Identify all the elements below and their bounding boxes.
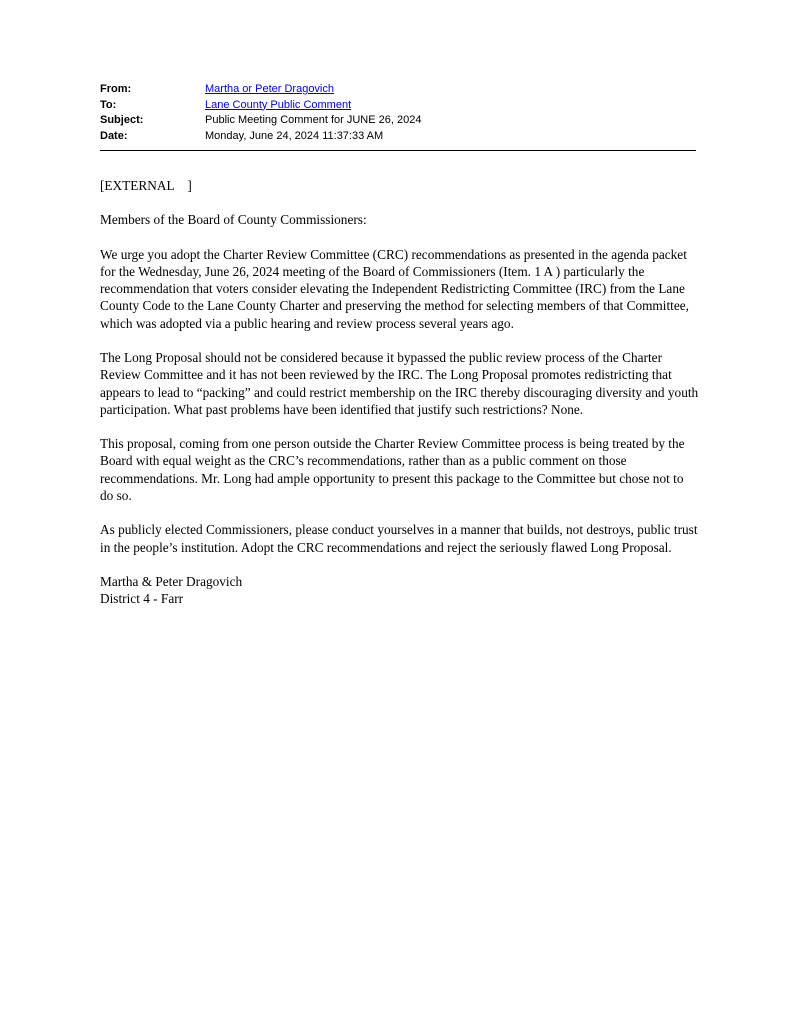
email-header	[100, 82, 696, 144]
to-row	[100, 98, 696, 114]
from-row	[100, 82, 696, 98]
subject-label: Subject:	[100, 114, 144, 126]
paragraph-3: This proposal, coming from one person outside the Charter Review Committee process is being treated by the Board with equal weight as the CRC’s recommendations, rather than as a public comment on those recommendations. Mr. Long had ample opportunity to present this package to the Committee but chose not to do so.	[100, 436, 685, 503]
from-link[interactable]: Martha or Peter Dragovich	[205, 83, 334, 95]
subject-value: Public Meeting Comment for JUNE 26, 2024	[205, 114, 422, 126]
subject-row	[100, 113, 696, 129]
salutation: Members of the Board of County Commissioners:	[100, 212, 367, 228]
date-value: Monday, June 24, 2024 11:37:33 AM	[205, 129, 384, 142]
signature-block	[100, 573, 700, 608]
paragraph-1: We urge you adopt the Charter Review Committee (CRC) recommendations as presented in the agenda packet for the Wednesday, June 26, 2024 meeting of the Board of Commissioners (Item. 1 A ) particularly the recommendation that voters consider elevating the Independent Redistricting Committee (IRC) from the Lane County Code to the Lane County Charter and preserving the method for selecting members of that Committee, which was adopted via a public hearing and review process several years ago.	[100, 246, 689, 331]
to-link[interactable]: Lane County Public Comment	[205, 98, 352, 111]
email-body	[100, 177, 700, 607]
date-row	[100, 129, 696, 145]
paragraph-2: The Long Proposal should not be considered because it bypassed the public review process of the Charter Review Committee and it has not been reviewed by the IRC. The Long Proposal promotes redistricting that appears to lead to “packing” and could restrict membership on the IRC thereby discouraging diversity and youth participation. What past problems have been identified that justify such restrictions? None.	[100, 349, 699, 417]
date-label: Date:	[100, 129, 128, 142]
signature-name: Martha & Peter Dragovich	[100, 573, 243, 589]
header-divider	[100, 150, 696, 151]
from-label: From:	[100, 83, 132, 95]
signature-district: District 4 - Farr	[100, 591, 184, 607]
to-label: To:	[100, 98, 117, 111]
external-tag: [EXTERNAL ]	[100, 178, 192, 193]
paragraph-4: As publicly elected Commissioners, please conduct yourselves in a manner that builds, not destroys, public trust in the people’s institution. Adopt the CRC recommendations and reject the seriously flawed Long Proposal.	[100, 522, 698, 555]
